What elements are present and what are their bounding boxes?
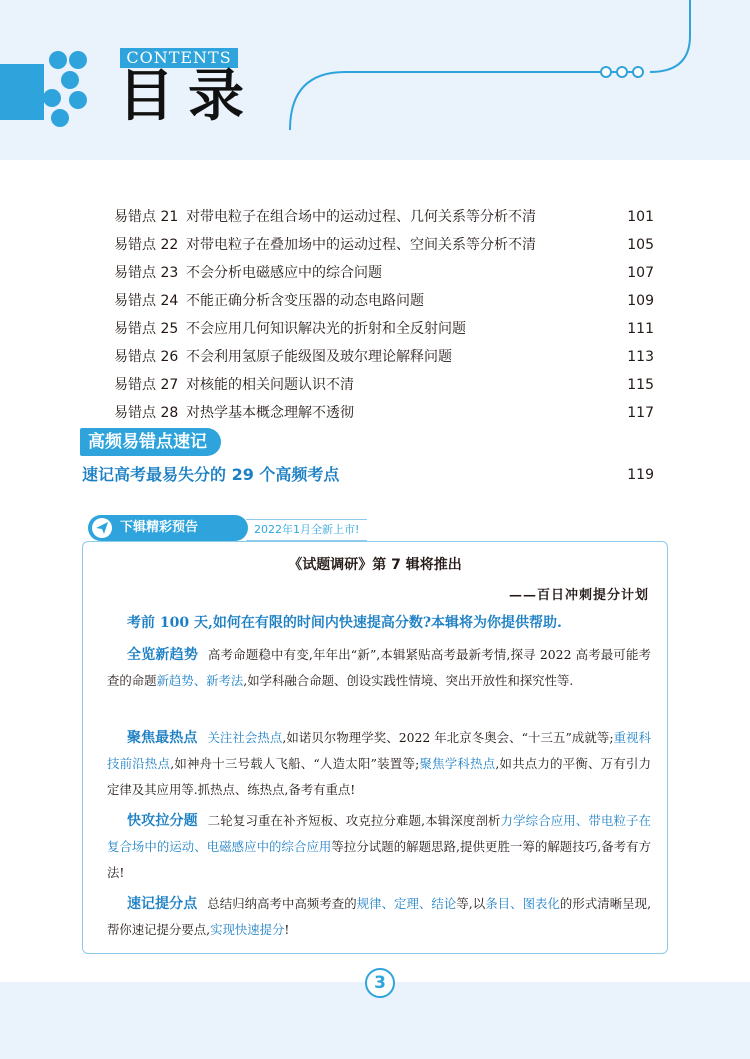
paragraph-highlight: 规律、定理、结论 [356,896,457,911]
toc-text: 不能正确分析含变压器的动态电路问题 [186,293,424,309]
toc-text: 不会利用氢原子能级图及玻尔理论解释问题 [186,349,452,365]
page-title: 目录 [118,64,258,129]
paragraph-text: ,如共点力的平衡、万有引力定律及其应用等.抓热点、练热点,备考有重点! [107,756,651,797]
paper-plane-icon [92,518,112,538]
toc-row[interactable] [114,371,654,399]
toc-page: 109 [627,293,654,309]
preview-signature: ——百日冲刺提分计划 [508,588,649,603]
paragraph-heading: 速记提分点 [127,896,198,912]
preview-paragraph-hard-problems [107,808,651,886]
paragraph-highlight: 新趋势、新考法 [156,673,244,688]
toc-page: 105 [627,237,654,253]
toc-row[interactable] [114,315,654,343]
toc-page: 113 [627,349,654,365]
toc-text: 对带电粒子在组合场中的运动过程、几何关系等分析不清 [186,209,536,225]
page-number: 3 [365,968,395,998]
preview-paragraph-trends [107,642,651,694]
toc-point: 易错点 24 [114,293,179,309]
paragraph-heading: 快攻拉分题 [127,813,198,829]
preview-lead: 考前 100 天,如何在有限的时间内快速提高分数?本辑将为你提供帮助. [127,615,562,631]
toc-point: 易错点 21 [114,209,179,225]
toc-point: 易错点 27 [114,377,179,393]
paragraph-text: ,如神舟十三号载人飞船、“人造太阳”装置等; [170,756,420,771]
paragraph-highlight: 条目、图表化 [485,896,560,911]
toc-text: 速记高考最易失分的 29 个高频考点 [82,465,340,484]
toc-text: 对带电粒子在叠加场中的运动过程、空间关系等分析不清 [186,237,536,253]
toc-row[interactable] [114,399,654,427]
paragraph-heading: 聚焦最热点 [127,730,198,746]
preview-release-date: 2022年1月全新上市! [246,519,367,541]
paragraph-text: 等拉分试题的解题思路,提供更胜一筹的解题技巧,备考有方法! [107,839,651,880]
preview-box [82,541,668,954]
paragraph-text: 高考命题稳中有变,年年出“新”,本辑紧贴高考最新考情,探寻 2022 高考最可能考查的命题 [107,647,651,688]
paragraph-highlight: 关注社会热点 [207,730,283,745]
toc-page: 117 [627,405,654,421]
preview-paragraph-hotspots [107,725,651,803]
paragraph-text: ,如学科融合命题、创设实践性情境、突出开放性和探究性等. [243,673,574,688]
paragraph-text: ,如诺贝尔物理学奖、2022 年北京冬奥会、“十三五”成就等; [282,730,614,745]
preview-paragraph-key-points [107,891,651,943]
toc-page: 119 [627,467,654,483]
toc-list [114,203,654,427]
paragraph-highlight: 聚焦学科热点 [419,756,496,771]
toc-text: 不会应用几何知识解决光的折射和全反射问题 [186,321,466,337]
preview-tab-label: 下辑精彩预告 [120,520,199,535]
paragraph-text: 等,以 [456,896,486,911]
dots-logo-icon [0,51,87,127]
preview-tab [88,515,248,541]
toc-text: 不会分析电磁感应中的综合问题 [186,265,382,281]
toc-row[interactable] [114,231,654,259]
paragraph-text: ! [284,922,290,937]
toc-point: 易错点 22 [114,237,179,253]
toc-row[interactable] [114,203,654,231]
paragraph-text: 的形式清晰呈现,帮你速记提分要点, [107,896,652,937]
toc-page: 111 [627,321,654,337]
paragraph-highlight: 力学综合应用、带电粒子在复合场中的运动、电磁感应中的综合应用 [107,813,651,854]
paragraph-text: 二轮复习重在补齐短板、攻克拉分难题,本辑深度剖析 [207,813,501,828]
header-decoration [0,0,750,160]
toc-point: 易错点 28 [114,405,179,421]
paragraph-heading: 全览新趋势 [127,647,199,663]
toc-page: 107 [627,265,654,281]
toc-page: 101 [627,209,654,225]
toc-text: 对热学基本概念理解不透彻 [186,405,354,421]
paragraph-highlight: 重视科技前沿热点 [107,730,652,771]
preview-title: 《试题调研》第 7 辑将推出 [288,557,462,573]
toc-text: 对核能的相关问题认识不清 [186,377,354,393]
toc-point: 易错点 25 [114,321,179,337]
toc-row[interactable] [114,259,654,287]
toc-point: 易错点 26 [114,349,179,365]
toc-row[interactable] [114,343,654,371]
toc-row[interactable] [114,287,654,315]
paragraph-highlight: 实现快速提分 [210,922,285,937]
toc-page: 115 [627,377,654,393]
toc-point: 易错点 23 [114,265,179,281]
paragraph-text: 总结归纳高考中高频考查的 [207,896,357,911]
toc-row-quick-review[interactable] [82,461,654,489]
contents-label: CONTENTS [120,48,238,68]
section-label: 高频易错点速记 [80,428,221,456]
